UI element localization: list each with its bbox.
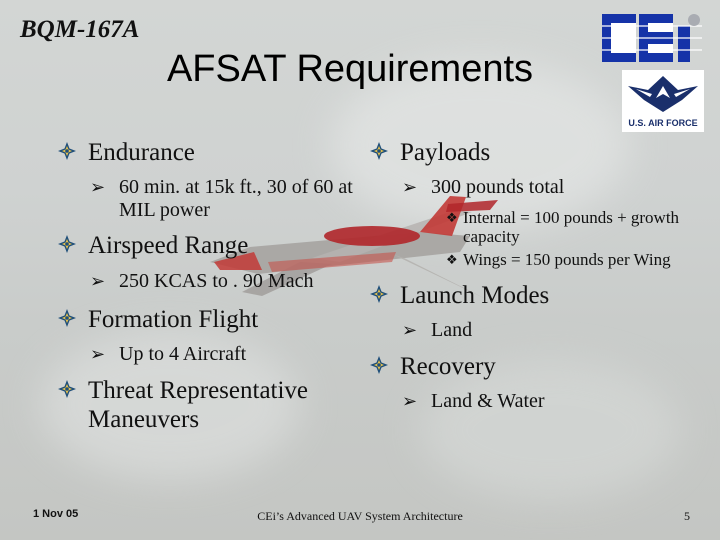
diamond-bullet-icon xyxy=(58,142,76,160)
payloads-detail xyxy=(402,176,690,199)
cei-logo xyxy=(602,14,702,70)
bullet-launch xyxy=(370,281,690,310)
arrow-bullet-icon: ➢ xyxy=(402,391,418,412)
launch-detail-text: Land xyxy=(431,319,473,341)
arrow-bullet-icon: ➢ xyxy=(90,271,106,292)
airspeed-label: Airspeed Range xyxy=(88,232,249,259)
right-column xyxy=(370,138,690,413)
diamond-bullet-icon xyxy=(370,142,388,160)
arrow-bullet-icon: ➢ xyxy=(402,320,418,341)
formation-label: Formation Flight xyxy=(88,306,259,333)
clover-bullet-icon: ❖ xyxy=(446,253,458,268)
arrow-bullet-icon: ➢ xyxy=(90,177,106,198)
recovery-detail-text: Land & Water xyxy=(431,390,545,412)
arrow-bullet-icon: ➢ xyxy=(402,177,418,198)
bullet-threat xyxy=(58,376,358,434)
diamond-bullet-icon xyxy=(58,309,76,327)
endurance-label: Endurance xyxy=(88,139,195,166)
footer-center: CEi’s Advanced UAV System Architecture xyxy=(257,509,463,523)
endurance-detail-text: 60 min. at 15k ft., 30 of 60 at MIL power xyxy=(119,176,353,221)
bullet-formation xyxy=(58,305,358,334)
payload-wings-text: Wings = 150 pounds per Wing xyxy=(463,250,671,269)
diamond-bullet-icon xyxy=(370,285,388,303)
bullet-airspeed xyxy=(58,231,358,260)
recovery-detail xyxy=(402,390,690,413)
left-column xyxy=(58,138,358,434)
slide-title: AFSAT Requirements xyxy=(166,48,534,90)
payload-internal-text: Internal = 100 pounds + growth capacity xyxy=(463,208,680,246)
airspeed-detail xyxy=(90,270,358,293)
payload-internal xyxy=(446,208,693,246)
payloads-label: Payloads xyxy=(400,139,491,166)
arrow-bullet-icon: ➢ xyxy=(90,344,106,365)
usaf-logo-text: U.S. AIR FORCE xyxy=(628,118,698,128)
cei-logo-dot xyxy=(688,14,700,26)
clover-bullet-icon: ❖ xyxy=(446,211,458,226)
payload-wings xyxy=(446,250,693,269)
diamond-bullet-icon xyxy=(58,380,76,398)
bullet-recovery xyxy=(370,352,690,381)
launch-detail xyxy=(402,319,690,342)
airspeed-detail-text: 250 KCAS to . 90 Mach xyxy=(119,270,314,292)
formation-detail-text: Up to 4 Aircraft xyxy=(119,343,247,365)
formation-detail xyxy=(90,343,358,366)
page-number: 5 xyxy=(684,509,690,523)
diamond-bullet-icon xyxy=(58,235,76,253)
payloads-detail-text: 300 pounds total xyxy=(431,176,565,198)
bullet-endurance xyxy=(58,138,358,167)
bullet-payloads xyxy=(370,138,690,167)
usaf-logo xyxy=(622,70,704,132)
recovery-label: Recovery xyxy=(400,353,496,380)
launch-label: Launch Modes xyxy=(400,282,550,309)
diamond-bullet-icon xyxy=(370,356,388,374)
model-label: BQM-167A xyxy=(20,16,140,43)
footer-date: 1 Nov 05 xyxy=(33,508,79,520)
endurance-detail xyxy=(90,176,358,222)
usaf-wings-icon xyxy=(622,70,704,118)
threat-label: Threat Representative Maneuvers xyxy=(88,377,309,433)
